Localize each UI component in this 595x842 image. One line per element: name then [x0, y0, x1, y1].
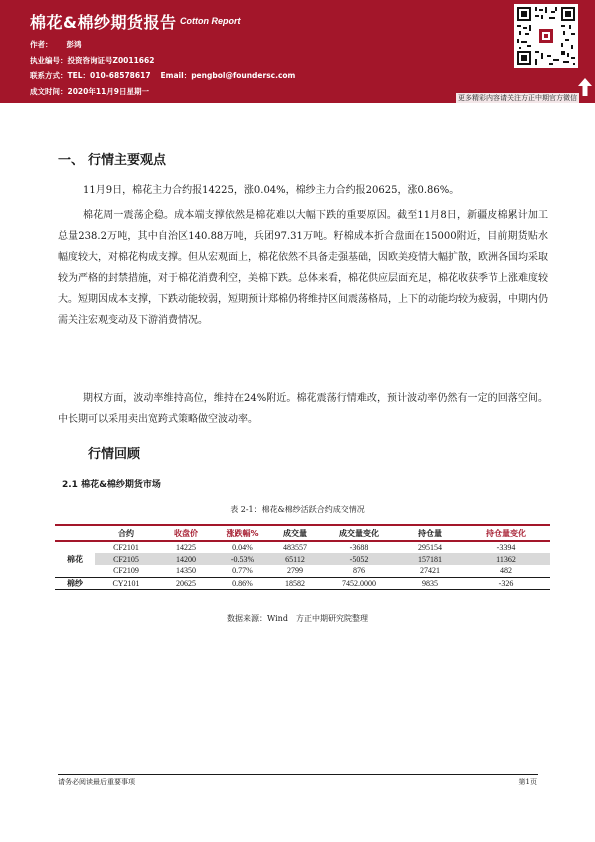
cell-contract: CF2109	[95, 565, 157, 577]
cell-oi-change: -326	[462, 577, 550, 589]
paragraph-options: 期权方面，波动率维持高位，维持在24%附近。棉花震荡行情难改，预计波动率仍然有一定的回落空间。中长期可以采用卖出宽跨式策略做空波动率。	[58, 393, 548, 425]
header-cell-open-interest: 持仓量	[398, 525, 462, 541]
wechat-qr-code	[514, 4, 578, 68]
table-source: 数据来源：Wind 方正中期研究院整理	[227, 614, 368, 623]
cell-contract: CF2101	[113, 543, 139, 552]
cell-oi-change: 482	[462, 565, 550, 577]
author-line	[30, 39, 82, 50]
contact-line	[30, 70, 295, 81]
report-header	[0, 0, 595, 103]
header-cell-group	[55, 525, 95, 541]
report-title: 棉花&棉纱期货报告	[30, 13, 177, 32]
author-label: 作者：	[30, 40, 53, 49]
section-2-title: 行情回顾	[88, 447, 141, 462]
cell-change-pct: 0.86%	[215, 577, 270, 589]
arrow-up-icon	[578, 78, 592, 96]
group-label-yarn: 棉纱	[55, 577, 95, 589]
report-subtitle: Cotton Report	[180, 16, 241, 26]
contact-email[interactable]: Email：pengbol@foundersc.com	[160, 71, 296, 80]
futures-table	[55, 524, 550, 590]
cell-close: 14350	[157, 565, 215, 577]
license-line	[30, 55, 154, 66]
footer-disclaimer: 请务必阅读最后重要事项	[58, 778, 135, 786]
report-date: 2020年11月9日星期一	[67, 87, 150, 96]
footer-divider	[58, 774, 538, 775]
cell-close: 14225	[176, 543, 196, 552]
contact-label: 联系方式：	[30, 71, 68, 80]
cell-volume: 2799	[270, 565, 320, 577]
cell-open-interest: 27421	[398, 565, 462, 577]
date-line	[30, 86, 149, 97]
page-number: 第1页	[518, 778, 537, 786]
table-row	[55, 553, 550, 565]
cell-contract: CY2101	[95, 577, 157, 589]
paragraph-cotton-analysis: 棉花周一震荡企稳。成本端支撑依然是棉花难以大幅下跌的重要原因。截至11月8日，新疆皮棉累计加工总量238.2万吨，其中自治区140.88万吨，兵团97.31万吨。籽棉成本折合盘面在15000附近，目前期货贴水幅度较大，对棉花构成支撑。但从宏观面上，棉花依然不具备走强基础，因欧美疫情大幅扩散，欧洲各国均采取较为严格的封禁措施，对于棉花消费利空，美棉下跌。总体来看，棉花供应层面充足，棉花收获季节上涨难度较大。短期因成本支撑，下跌动能较弱，短期预计郑棉仍将维持区间震荡格局，上下的动能均较为疲弱，中期内仍需关注宏观变动及下游消费情况。	[58, 210, 548, 326]
author-name: 彭鸿	[66, 40, 82, 49]
license-number: 投资咨询证号Z0011662	[67, 56, 155, 65]
cell-change-pct: 0.04%	[232, 543, 253, 552]
cell-close: 20625	[157, 577, 215, 589]
cell-volume-change: 7452.0000	[320, 577, 398, 589]
table-header-row	[55, 525, 550, 541]
cell-volume: 18582	[270, 577, 320, 589]
cell-volume: 65112	[270, 553, 320, 565]
cell-volume-change: -5052	[320, 553, 398, 565]
cell-change-pct: -0.53%	[215, 553, 270, 565]
header-cell-volume: 成交量	[270, 525, 320, 541]
wechat-promo-text: 更多精彩内容请关注方正中期官方微信	[458, 94, 577, 102]
table-row	[55, 541, 550, 553]
header-cell-change-pct: 涨跌幅%	[215, 525, 270, 541]
license-label: 执业编号：	[30, 56, 68, 65]
cell-volume-change: -3688	[349, 543, 369, 552]
cell-open-interest: 157181	[398, 553, 462, 565]
cell-open-interest: 9835	[398, 577, 462, 589]
cell-oi-change: 11362	[462, 553, 550, 565]
cell-volume-change: 876	[320, 565, 398, 577]
cell-open-interest: 295154	[418, 543, 442, 552]
section-1-heading	[58, 149, 166, 168]
contact-tel: TEL：010-68578617	[67, 71, 151, 80]
header-cell-contract: 合约	[95, 525, 157, 541]
group-label-cotton: 棉花	[55, 541, 95, 577]
date-label: 成文时间：	[30, 87, 68, 96]
cell-contract: CF2105	[95, 553, 157, 565]
cell-close: 14200	[157, 553, 215, 565]
qr-code-icon	[517, 7, 575, 65]
section-1-number: 一、	[58, 153, 85, 168]
paragraph-summary: 11月9日，棉花主力合约报14225，涨0.04%，棉纱主力合约报20625，涨0.86%。	[83, 185, 460, 196]
cell-oi-change: -3394	[496, 543, 516, 552]
table-caption: 表 2-1：棉花&棉纱活跃合约成交情况	[230, 505, 365, 514]
table-row	[55, 577, 550, 589]
cell-volume: 483557	[283, 543, 307, 552]
section-2-1-title: 2.1 棉花&棉纱期货市场	[62, 480, 161, 490]
header-cell-oi-change: 持仓量变化	[462, 525, 550, 541]
cell-change-pct: 0.77%	[215, 565, 270, 577]
table-row	[55, 565, 550, 577]
section-1-title: 行情主要观点	[88, 153, 167, 168]
header-cell-close: 收盘价	[157, 525, 215, 541]
header-cell-volume-change: 成交量变化	[320, 525, 398, 541]
